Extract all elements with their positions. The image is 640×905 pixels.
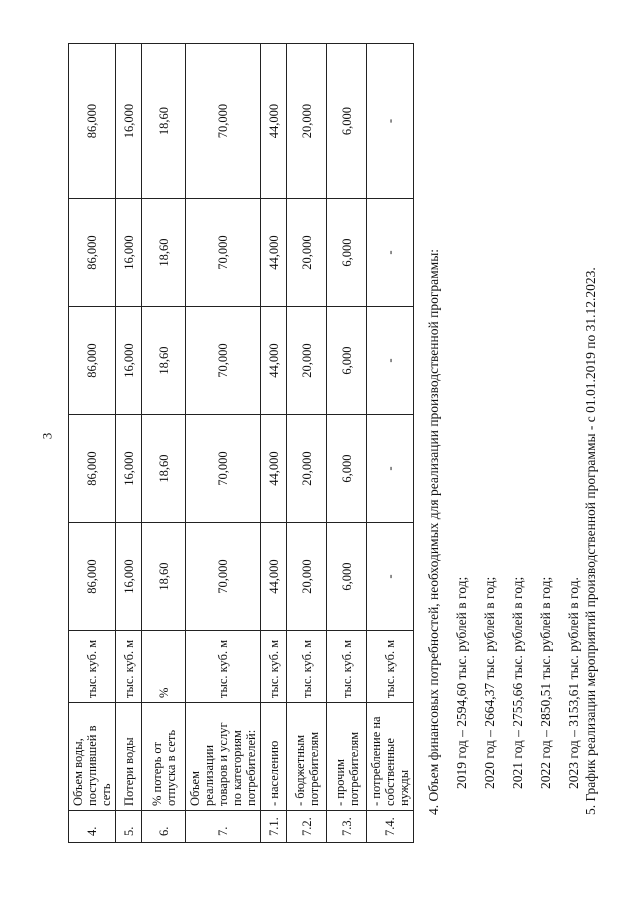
row-number-cell: 7.2. [287, 811, 327, 843]
unit-cell: % [142, 631, 186, 703]
value-cell: 20,000 [287, 199, 327, 307]
indicator-name-cell: - населению [261, 703, 287, 811]
value-cell: 18,60 [142, 523, 186, 631]
financial-needs-section [420, 249, 588, 815]
value-cell: 16,000 [116, 199, 142, 307]
row-number-cell: 7.3. [327, 811, 367, 843]
value-cell: 16,000 [116, 44, 142, 199]
table-row [367, 44, 414, 843]
table-row [69, 44, 116, 843]
financial-year-line: 2019 год – 2594,60 тыс. рублей в год; [454, 576, 469, 789]
value-cell: 44,000 [261, 307, 287, 415]
value-cell: - [367, 415, 414, 523]
value-cell: 18,60 [142, 415, 186, 523]
value-cell: 86,000 [69, 307, 116, 415]
value-cell: 6,000 [327, 44, 367, 199]
table-row [261, 44, 287, 843]
unit-cell: тыс. куб. м [287, 631, 327, 703]
value-cell: 70,000 [186, 307, 261, 415]
financial-year-line: 2020 год – 2664,37 тыс. рублей в год; [482, 576, 497, 789]
indicator-name-cell: % потерь от отпуска в сеть [142, 703, 186, 811]
value-cell: 16,000 [116, 523, 142, 631]
financial-year-line: 2021 год – 2755,66 тыс. рублей в год; [510, 576, 525, 789]
unit-cell: тыс. куб. м [327, 631, 367, 703]
row-number-cell: 7.4. [367, 811, 414, 843]
indicator-name-cell: Объем реализации товаров и услуг по категориям потребителей: [186, 703, 261, 811]
indicator-name-cell: Объем воды, поступившей в сеть [69, 703, 116, 811]
indicator-name-cell: - прочим потребителям [327, 703, 367, 811]
unit-cell: тыс. куб. м [186, 631, 261, 703]
value-cell: 20,000 [287, 44, 327, 199]
value-cell: 18,60 [142, 199, 186, 307]
unit-cell: тыс. куб. м [116, 631, 142, 703]
value-cell: 86,000 [69, 44, 116, 199]
unit-cell: тыс. куб. м [69, 631, 116, 703]
value-cell: - [367, 199, 414, 307]
value-cell: 6,000 [327, 415, 367, 523]
schedule-section: 5. График реализации мероприятий производственной программы - с 01.01.2019 по 31.12.2023. [583, 267, 598, 815]
production-program-table [68, 43, 414, 843]
financial-needs-heading: 4. Объем финансовых потребностей, необходимых для реализации производственной программы: [426, 248, 441, 815]
indicator-name-cell: Потери воды [116, 703, 142, 811]
table-row [327, 44, 367, 843]
value-cell: 70,000 [186, 523, 261, 631]
value-cell: 16,000 [116, 307, 142, 415]
value-cell: 20,000 [287, 307, 327, 415]
financial-year-line: 2022 год – 2850,51 тыс. рублей в год; [538, 576, 553, 789]
table-row [142, 44, 186, 843]
row-number-cell: 7.1. [261, 811, 287, 843]
value-cell: - [367, 44, 414, 199]
row-number-cell: 4. [69, 811, 116, 843]
value-cell: 18,60 [142, 307, 186, 415]
value-cell: 70,000 [186, 415, 261, 523]
table-row [186, 44, 261, 843]
value-cell: 44,000 [261, 199, 287, 307]
value-cell: 44,000 [261, 523, 287, 631]
indicator-name-cell: - потребление на собственные нужды [367, 703, 414, 811]
value-cell: 18,60 [142, 44, 186, 199]
value-cell: - [367, 523, 414, 631]
value-cell: 20,000 [287, 523, 327, 631]
value-cell: - [367, 307, 414, 415]
indicator-name-cell: - бюджетным потребителям [287, 703, 327, 811]
row-number-cell: 6. [142, 811, 186, 843]
value-cell: 44,000 [261, 44, 287, 199]
financial-year-line: 2023 год – 3153,61 тыс. рублей в год. [566, 577, 581, 789]
value-cell: 70,000 [186, 44, 261, 199]
value-cell: 6,000 [327, 523, 367, 631]
value-cell: 86,000 [69, 199, 116, 307]
page-number: 3 [39, 432, 55, 440]
row-number-cell: 7. [186, 811, 261, 843]
value-cell: 20,000 [287, 415, 327, 523]
table-row [116, 44, 142, 843]
value-cell: 6,000 [327, 307, 367, 415]
value-cell: 6,000 [327, 199, 367, 307]
unit-cell: тыс. куб. м [261, 631, 287, 703]
value-cell: 44,000 [261, 415, 287, 523]
value-cell: 86,000 [69, 415, 116, 523]
unit-cell: тыс. куб. м [367, 631, 414, 703]
value-cell: 16,000 [116, 415, 142, 523]
table-row [287, 44, 327, 843]
row-number-cell: 5. [116, 811, 142, 843]
value-cell: 70,000 [186, 199, 261, 307]
value-cell: 86,000 [69, 523, 116, 631]
